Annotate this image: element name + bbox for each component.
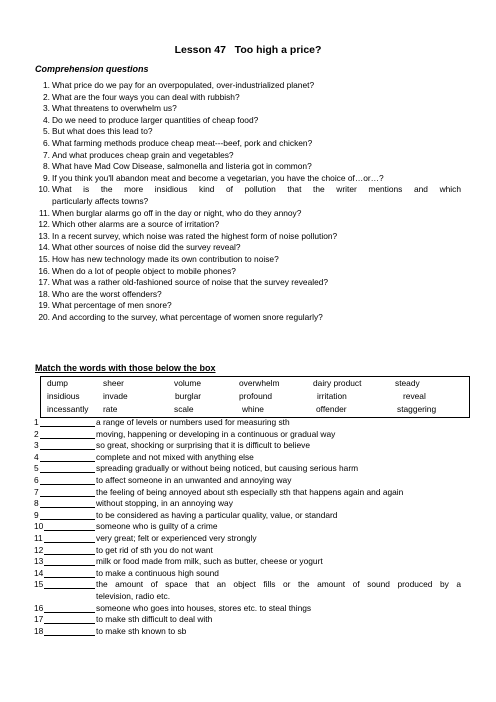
definition-number: 3 (34, 440, 39, 451)
question-text: When do a lot of people object to mobile phones? (52, 265, 236, 276)
definition-item (0, 440, 496, 452)
question-text: Do we need to produce larger quantities of cheap food? (52, 114, 259, 125)
definition-number: 4 (34, 451, 39, 462)
question-list (0, 80, 496, 323)
word-row (41, 403, 469, 416)
definition-number: 2 (34, 428, 39, 439)
question-item (0, 138, 496, 150)
definition-text: milk or food made from milk, such as butter, cheese or yogurt (96, 556, 323, 567)
question-text: When burglar alarms go off in the day or night, who do they annoy? (52, 207, 302, 218)
question-text (52, 184, 461, 207)
definition-number: 14 (34, 567, 44, 578)
question-item (0, 161, 496, 173)
answer-blank[interactable] (40, 449, 95, 450)
question-number: 19. (38, 300, 50, 311)
definition-item (0, 626, 496, 638)
definition-number: 6 (34, 474, 39, 485)
vocab-word: volume (174, 378, 201, 388)
question-item (0, 300, 496, 312)
definition-text: to get rid of sth you do not want (96, 544, 213, 555)
question-number: 20. (38, 311, 50, 322)
vocab-word: reveal (403, 391, 426, 401)
definition-item (0, 510, 496, 522)
question-number: 15. (38, 253, 50, 264)
answer-blank[interactable] (40, 519, 95, 520)
answer-blank[interactable] (44, 612, 95, 613)
question-item (0, 277, 496, 289)
question-number: 2. (43, 91, 50, 102)
page-title: Lesson 47 Too high a price? (174, 44, 322, 56)
question-number: 18. (38, 288, 50, 299)
definition-number: 10 (34, 521, 44, 532)
definition-item (0, 429, 496, 441)
definition-item (0, 487, 496, 499)
question-item (0, 242, 496, 254)
definition-text (96, 579, 461, 602)
vocab-word: insidious (47, 391, 80, 401)
definition-text: without stopping, in an annoying way (96, 498, 233, 509)
question-item (0, 80, 496, 92)
answer-blank[interactable] (44, 588, 95, 589)
question-item (0, 103, 496, 115)
answer-blank[interactable] (40, 461, 95, 462)
answer-blank[interactable] (40, 438, 95, 439)
definition-text: moving, happening or developing in a continuous or gradual way (96, 428, 336, 439)
question-text: In a recent survey, which noise was rated the highest form of noise pollution? (52, 230, 338, 241)
question-number: 12. (38, 219, 50, 230)
definition-number: 11 (34, 532, 43, 543)
answer-blank[interactable] (44, 530, 95, 531)
answer-blank[interactable] (40, 507, 95, 508)
vocab-word: scale (174, 404, 194, 414)
question-item (0, 266, 496, 278)
definition-number: 8 (34, 498, 39, 509)
question-text: Which other alarms are a source of irritation? (52, 219, 220, 230)
definition-text: to affect someone in an unwanted and annoying way (96, 474, 292, 485)
vocab-word: incessantly (47, 404, 89, 414)
question-item (0, 289, 496, 301)
question-item (0, 184, 496, 207)
question-text-line1: What is the more insidious kind of pollution that the writer mentions and which (52, 184, 461, 195)
vocab-word: burglar (175, 391, 202, 401)
word-row (41, 377, 469, 390)
definition-number: 17 (34, 614, 44, 625)
answer-blank[interactable] (40, 426, 95, 427)
definition-list (0, 417, 496, 637)
vocab-word: staggering (397, 404, 437, 414)
question-text: If you think you'll abandon meat and become a vegetarian, you have the choice of…or…? (52, 172, 384, 183)
definition-item (0, 533, 496, 545)
definition-item (0, 498, 496, 510)
question-item (0, 231, 496, 243)
question-number: 1. (43, 80, 50, 90)
definition-item (0, 579, 496, 602)
question-item (0, 219, 496, 231)
definition-number: 7 (34, 486, 39, 497)
question-item (0, 208, 496, 220)
question-text: What are the four ways you can deal with rubbish? (52, 91, 240, 102)
definition-text: so great, shocking or surprising that it is difficult to believe (96, 440, 310, 451)
question-number: 6. (43, 137, 50, 148)
definition-item (0, 452, 496, 464)
question-number: 10. (38, 184, 50, 195)
question-text: What price do we pay for an overpopulated, over-industrialized planet? (52, 80, 315, 90)
answer-blank[interactable] (44, 565, 95, 566)
question-item (0, 173, 496, 185)
question-number: 17. (38, 277, 50, 288)
definition-text: the feeling of being annoyed about sth especially sth that happens again and again (96, 486, 404, 497)
question-number: 9. (43, 172, 50, 183)
answer-blank[interactable] (40, 496, 95, 497)
definition-item (0, 556, 496, 568)
definition-text: someone who goes into houses, stores etc. to steal things (96, 602, 312, 613)
vocab-word: dump (47, 378, 68, 388)
vocab-word: offender (316, 404, 347, 414)
answer-blank[interactable] (44, 623, 95, 624)
answer-blank[interactable] (44, 577, 95, 578)
matching-heading: Match the words with those below the box (35, 363, 216, 373)
definition-item (0, 417, 496, 429)
definition-number: 18 (34, 625, 44, 636)
question-text: What was a rather old-fashioned source of noise that the survey revealed? (52, 277, 329, 288)
definition-item (0, 545, 496, 557)
vocab-word: overwhelm (239, 378, 280, 388)
definition-text: a range of levels or numbers used for measuring sth (96, 417, 290, 427)
definition-item (0, 475, 496, 487)
definition-text: complete and not mixed with anything else (96, 451, 254, 462)
definition-item (0, 614, 496, 626)
question-text: And according to the survey, what percentage of women snore regularly? (52, 311, 323, 322)
vocab-word: profound (239, 391, 273, 401)
vocab-word: invade (103, 391, 128, 401)
definition-item (0, 521, 496, 533)
definition-text: someone who is guilty of a crime (96, 521, 218, 532)
question-number: 8. (43, 161, 50, 172)
question-number: 5. (43, 126, 50, 137)
question-item (0, 150, 496, 162)
answer-blank[interactable] (44, 554, 95, 555)
question-item (0, 312, 496, 324)
answer-blank[interactable] (44, 542, 95, 543)
question-number: 7. (43, 149, 50, 160)
definition-number: 9 (34, 509, 39, 520)
comprehension-heading: Comprehension questions (35, 64, 149, 74)
question-text: What have Mad Cow Disease, salmonella and listeria got in common? (52, 161, 312, 172)
vocab-word: steady (395, 378, 420, 388)
answer-blank[interactable] (40, 472, 95, 473)
definition-number: 12 (34, 544, 44, 555)
question-number: 16. (38, 265, 50, 276)
answer-blank[interactable] (44, 635, 95, 636)
definition-text: very great; felt or experienced very strongly (96, 532, 257, 543)
definition-text: to make sth known to sb (96, 625, 187, 636)
question-item (0, 126, 496, 138)
question-number: 13. (38, 230, 50, 241)
definition-text-line1: the amount of space that an object fills or the amount of sound produced by a (96, 579, 461, 590)
vocab-word: dairy product (313, 378, 362, 388)
definition-text: to be considered as having a particular quality, value, or standard (96, 509, 338, 520)
word-row (41, 390, 469, 403)
question-number: 3. (43, 103, 50, 114)
question-text: What farming methods produce cheap meat---beef, pork and chicken? (52, 137, 313, 148)
definition-text-line2: television, radio etc. (96, 590, 171, 601)
question-text: What other sources of noise did the survey reveal? (52, 242, 241, 253)
vocab-word: irritation (317, 391, 347, 401)
definition-number: 13 (34, 556, 44, 567)
definition-number: 1 (34, 417, 39, 427)
question-text: What percentage of men snore? (52, 300, 172, 311)
definition-item (0, 568, 496, 580)
answer-blank[interactable] (40, 484, 95, 485)
word-box (40, 376, 470, 418)
question-text-line2: particularly affects towns? (52, 195, 149, 206)
vocab-word: sheer (103, 378, 124, 388)
question-number: 4. (43, 114, 50, 125)
question-number: 11. (38, 207, 50, 218)
question-text: What threatens to overwhelm us? (52, 103, 177, 114)
question-number: 14. (38, 242, 50, 253)
definition-number: 16 (34, 602, 44, 613)
question-text: Who are the worst offenders? (52, 288, 162, 299)
definition-item (0, 603, 496, 615)
question-text: But what does this lead to? (52, 126, 153, 137)
definition-item (0, 463, 496, 475)
vocab-word: rate (103, 404, 118, 414)
question-item (0, 92, 496, 104)
definition-text: to make sth difficult to deal with (96, 614, 213, 625)
definition-number: 15 (34, 579, 44, 590)
definition-number: 5 (34, 463, 39, 474)
question-item (0, 115, 496, 127)
vocab-word: whine (242, 404, 264, 414)
definition-text: to make a continuous high sound (96, 567, 219, 578)
question-text: How has new technology made its own contribution to noise? (52, 253, 279, 264)
question-text: And what produces cheap grain and vegetables? (52, 149, 234, 160)
definition-text: spreading gradually or without being noticed, but causing serious harm (96, 463, 359, 474)
question-item (0, 254, 496, 266)
